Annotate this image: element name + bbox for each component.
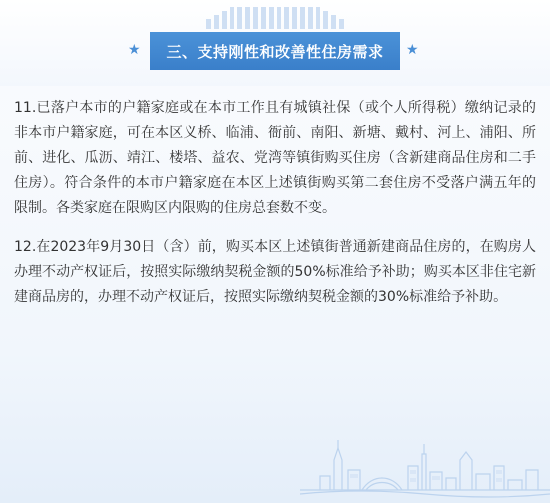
star-icon: ★ bbox=[406, 42, 419, 58]
city-skyline-illustration bbox=[300, 430, 550, 503]
paragraph-11: 11.已落户本市的户籍家庭或在本市工作且有城镇社保（或个人所得税）缴纳记录的非本市户籍家庭，可在本区义桥、临浦、衙前、南阳、新塘、戴村、河上、浦阳、所前、进化、瓜沥、靖江、楼塔、益农、党湾等镇街购买住房（含新建商品住房和二手住房）。符合条件的本市户籍家庭在本区上述镇街购买第二套住房不受落户满五年的限制。各类家庭在限购区内限购的住房总套数不变。 bbox=[14, 100, 536, 216]
section-title: 三、支持刚性和改善性住房需求 bbox=[150, 32, 400, 70]
content-body bbox=[14, 96, 536, 324]
paragraph-12: 12.在2023年9月30日（含）前，购买本区上述镇街普通新建商品住房的，在购房人办理不动产权证后，按照实际缴纳契税金额的50%标准给予补助；购买本区非住宅新建商品房的，办理不动产权证后，按照实际缴纳契税金额的30%标准给予补助。 bbox=[14, 239, 536, 305]
decorative-bars bbox=[206, 7, 344, 29]
star-icon: ★ bbox=[128, 42, 141, 58]
